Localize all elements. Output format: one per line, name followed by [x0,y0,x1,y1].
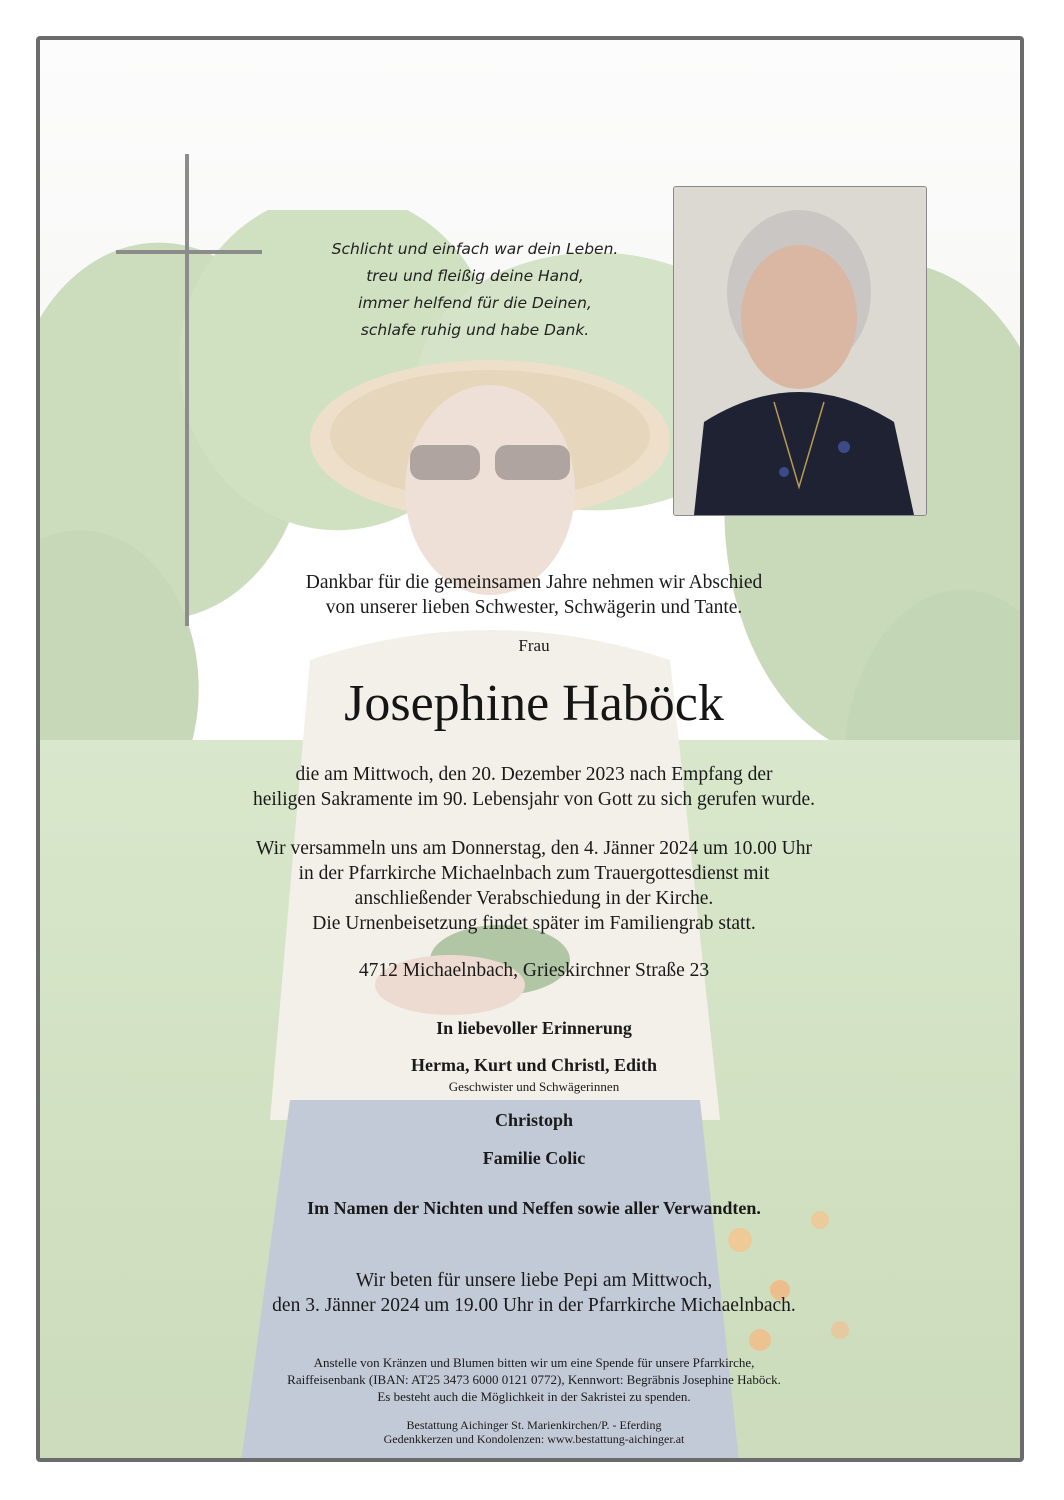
undertaker-line: Gedenkkerzen und Kondolenzen: www.bestattung-aichinger.at [383,1432,685,1446]
undertaker-line: Bestattung Aichinger St. Marienkirchen/P. - Eferding [406,1418,662,1432]
poem-line: treu und fleißig deine Hand, [366,267,584,285]
service-line: Wir versammeln uns am Donnerstag, den 4. Jänner 2024 um 10.00 Uhr [256,838,812,859]
donation-line: Es besteht auch die Möglichkeit in der Sakristei zu spenden. [377,1389,691,1404]
memorial-poem [250,236,700,344]
prayer-line: Wir beten für unsere liebe Pepi am Mittwoch, [355,1270,713,1291]
mourner-relation: Geschwister und Schwägerinnen [448,1079,620,1094]
mourner-names: Familie Colic [482,1148,586,1168]
cross-icon [185,154,189,626]
donation-line: Anstelle von Kränzen und Blumen bitten wir um eine Spende für unsere Pfarrkirche, [313,1355,755,1370]
family-address: 4712 Michaelnbach, Grieskirchner Straße 23 [358,960,710,981]
poem-line: immer helfend für die Deinen, [358,294,592,312]
prayer-notice [40,1268,1024,1318]
mourner-names: Herma, Kurt und Christl, Edith [410,1055,658,1075]
poem-line: Schlicht und einfach war dein Leben. [331,240,619,258]
funeral-service [40,836,1024,936]
death-notice [40,762,1024,812]
service-line: in der Pfarrkirche Michaelnbach zum Trauergottesdienst mit [298,863,770,884]
relatives-line: Im Namen der Nichten und Neffen sowie aller Verwandten. [307,1198,761,1218]
death-line: heiligen Sakramente im 90. Lebensjahr von Gott zu sich gerufen wurde. [252,789,816,810]
obituary-card [36,36,1024,1462]
donation-line: Raiffeisenbank (IBAN: AT25 3473 6000 0121 0772), Kennwort: Begräbnis Josephine Haböck. [287,1372,781,1387]
poem-line: schlafe ruhig und habe Dank. [360,321,590,339]
intro-line: von unserer lieben Schwester, Schwägerin und Tante. [325,597,743,618]
cross-icon-bar [116,250,262,254]
death-line: die am Mittwoch, den 20. Dezember 2023 nach Empfang der [295,764,773,785]
mourner-names: Christoph [494,1110,574,1130]
service-line: Die Urnenbeisetzung findet später im Familiengrab statt. [312,913,756,934]
salutation: Frau [518,636,550,655]
prayer-line: den 3. Jänner 2024 um 19.00 Uhr in der Pfarrkirche Michaelnbach. [272,1295,796,1316]
donation-notice [40,1354,1024,1405]
deceased-name: Josephine Haböck [344,675,724,732]
undertaker-info [40,1418,1024,1446]
portrait-photo [673,186,927,516]
service-line: anschließender Verabschiedung in der Kirche. [354,888,714,909]
intro-line: Dankbar für die gemeinsamen Jahre nehmen wir Abschied [305,572,763,593]
memory-heading: In liebevoller Erinnerung [436,1018,632,1038]
farewell-intro [40,570,1024,620]
